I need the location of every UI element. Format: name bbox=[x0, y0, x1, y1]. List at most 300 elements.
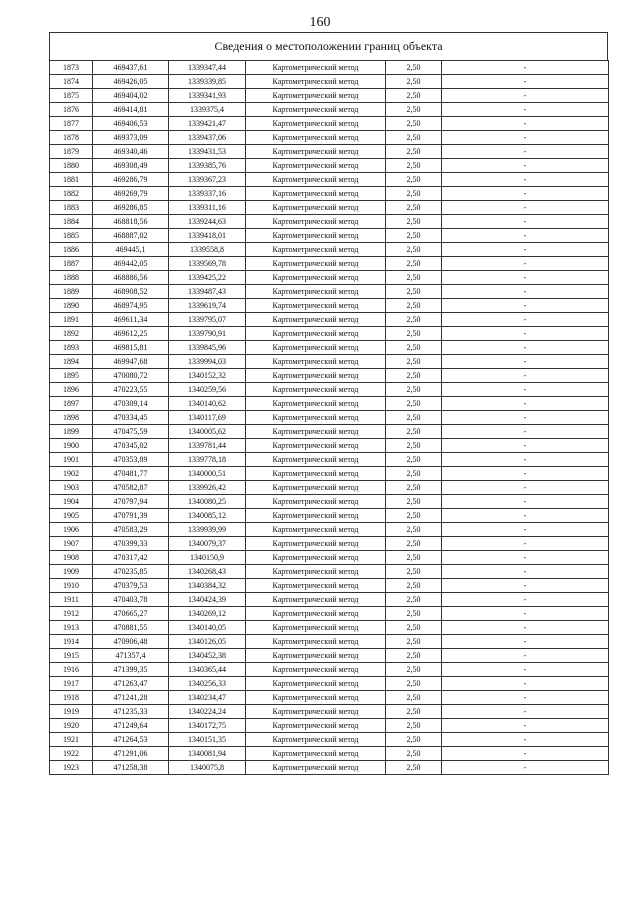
accuracy-cell: 2,50 bbox=[386, 159, 442, 173]
method-cell: Картометрический метод bbox=[246, 635, 386, 649]
x-coordinate-cell: 470906,48 bbox=[93, 635, 169, 649]
table-row bbox=[50, 635, 609, 649]
table-row bbox=[50, 621, 609, 635]
point-number-cell: 1910 bbox=[50, 579, 93, 593]
accuracy-cell: 2,50 bbox=[386, 271, 442, 285]
accuracy-cell: 2,50 bbox=[386, 285, 442, 299]
point-number-cell: 1878 bbox=[50, 131, 93, 145]
table-row bbox=[50, 173, 609, 187]
point-number-cell: 1898 bbox=[50, 411, 93, 425]
y-coordinate-cell: 1340140,05 bbox=[169, 621, 246, 635]
y-coordinate-cell: 1340150,9 bbox=[169, 551, 246, 565]
method-cell: Картометрический метод bbox=[246, 61, 386, 75]
description-cell: - bbox=[442, 607, 609, 621]
point-number-cell: 1911 bbox=[50, 593, 93, 607]
description-cell: - bbox=[442, 215, 609, 229]
point-number-cell: 1889 bbox=[50, 285, 93, 299]
accuracy-cell: 2,50 bbox=[386, 663, 442, 677]
point-number-cell: 1902 bbox=[50, 467, 93, 481]
x-coordinate-cell: 471241,28 bbox=[93, 691, 169, 705]
method-cell: Картометрический метод bbox=[246, 565, 386, 579]
accuracy-cell: 2,50 bbox=[386, 439, 442, 453]
x-coordinate-cell: 470797,94 bbox=[93, 495, 169, 509]
method-cell: Картометрический метод bbox=[246, 663, 386, 677]
description-cell: - bbox=[442, 285, 609, 299]
accuracy-cell: 2,50 bbox=[386, 481, 442, 495]
accuracy-cell: 2,50 bbox=[386, 257, 442, 271]
table-row bbox=[50, 495, 609, 509]
description-cell: - bbox=[442, 341, 609, 355]
table-row bbox=[50, 117, 609, 131]
accuracy-cell: 2,50 bbox=[386, 229, 442, 243]
description-cell: - bbox=[442, 187, 609, 201]
y-coordinate-cell: 1340256,33 bbox=[169, 677, 246, 691]
method-cell: Картометрический метод bbox=[246, 761, 386, 775]
table-row bbox=[50, 61, 609, 75]
description-cell: - bbox=[442, 159, 609, 173]
y-coordinate-cell: 1339341,93 bbox=[169, 89, 246, 103]
table-row bbox=[50, 327, 609, 341]
accuracy-cell: 2,50 bbox=[386, 761, 442, 775]
description-cell: - bbox=[442, 103, 609, 117]
method-cell: Картометрический метод bbox=[246, 691, 386, 705]
description-cell: - bbox=[442, 89, 609, 103]
table-row bbox=[50, 761, 609, 775]
table-row bbox=[50, 747, 609, 761]
y-coordinate-cell: 1339244,63 bbox=[169, 215, 246, 229]
x-coordinate-cell: 469406,53 bbox=[93, 117, 169, 131]
table-row bbox=[50, 341, 609, 355]
point-number-cell: 1920 bbox=[50, 719, 93, 733]
point-number-cell: 1921 bbox=[50, 733, 93, 747]
accuracy-cell: 2,50 bbox=[386, 677, 442, 691]
table-row bbox=[50, 243, 609, 257]
point-number-cell: 1916 bbox=[50, 663, 93, 677]
y-coordinate-cell: 1339845,96 bbox=[169, 341, 246, 355]
description-cell: - bbox=[442, 257, 609, 271]
method-cell: Картометрический метод bbox=[246, 747, 386, 761]
method-cell: Картометрический метод bbox=[246, 145, 386, 159]
accuracy-cell: 2,50 bbox=[386, 733, 442, 747]
x-coordinate-cell: 469947,68 bbox=[93, 355, 169, 369]
point-number-cell: 1885 bbox=[50, 229, 93, 243]
table-row bbox=[50, 257, 609, 271]
x-coordinate-cell: 470309,14 bbox=[93, 397, 169, 411]
y-coordinate-cell: 1339337,16 bbox=[169, 187, 246, 201]
x-coordinate-cell: 470080,72 bbox=[93, 369, 169, 383]
point-number-cell: 1919 bbox=[50, 705, 93, 719]
point-number-cell: 1901 bbox=[50, 453, 93, 467]
point-number-cell: 1904 bbox=[50, 495, 93, 509]
description-cell: - bbox=[442, 131, 609, 145]
x-coordinate-cell: 471249,64 bbox=[93, 719, 169, 733]
point-number-cell: 1923 bbox=[50, 761, 93, 775]
x-coordinate-cell: 470403,78 bbox=[93, 593, 169, 607]
description-cell: - bbox=[442, 719, 609, 733]
table-row bbox=[50, 369, 609, 383]
description-cell: - bbox=[442, 467, 609, 481]
point-number-cell: 1877 bbox=[50, 117, 93, 131]
table-row bbox=[50, 355, 609, 369]
x-coordinate-cell: 468818,56 bbox=[93, 215, 169, 229]
x-coordinate-cell: 471263,47 bbox=[93, 677, 169, 691]
point-number-cell: 1895 bbox=[50, 369, 93, 383]
method-cell: Картометрический метод bbox=[246, 243, 386, 257]
y-coordinate-cell: 1339994,03 bbox=[169, 355, 246, 369]
description-cell: - bbox=[442, 761, 609, 775]
accuracy-cell: 2,50 bbox=[386, 719, 442, 733]
x-coordinate-cell: 470481,77 bbox=[93, 467, 169, 481]
method-cell: Картометрический метод bbox=[246, 467, 386, 481]
y-coordinate-cell: 1339558,8 bbox=[169, 243, 246, 257]
accuracy-cell: 2,50 bbox=[386, 215, 442, 229]
table-row bbox=[50, 565, 609, 579]
accuracy-cell: 2,50 bbox=[386, 103, 442, 117]
method-cell: Картометрический метод bbox=[246, 103, 386, 117]
y-coordinate-cell: 1339437,06 bbox=[169, 131, 246, 145]
x-coordinate-cell: 468886,56 bbox=[93, 271, 169, 285]
table-row bbox=[50, 551, 609, 565]
table-row bbox=[50, 103, 609, 117]
x-coordinate-cell: 468887,02 bbox=[93, 229, 169, 243]
y-coordinate-cell: 1340259,56 bbox=[169, 383, 246, 397]
description-cell: - bbox=[442, 453, 609, 467]
y-coordinate-cell: 1340075,8 bbox=[169, 761, 246, 775]
accuracy-cell: 2,50 bbox=[386, 453, 442, 467]
accuracy-cell: 2,50 bbox=[386, 117, 442, 131]
table-row bbox=[50, 677, 609, 691]
point-number-cell: 1884 bbox=[50, 215, 93, 229]
description-cell: - bbox=[442, 397, 609, 411]
point-number-cell: 1892 bbox=[50, 327, 93, 341]
x-coordinate-cell: 470399,33 bbox=[93, 537, 169, 551]
description-cell: - bbox=[442, 439, 609, 453]
accuracy-cell: 2,50 bbox=[386, 299, 442, 313]
point-number-cell: 1905 bbox=[50, 509, 93, 523]
y-coordinate-cell: 1340080,25 bbox=[169, 495, 246, 509]
description-cell: - bbox=[442, 649, 609, 663]
x-coordinate-cell: 469611,34 bbox=[93, 313, 169, 327]
y-coordinate-cell: 1339790,91 bbox=[169, 327, 246, 341]
description-cell: - bbox=[442, 201, 609, 215]
method-cell: Картометрический метод bbox=[246, 341, 386, 355]
description-cell: - bbox=[442, 551, 609, 565]
table-row bbox=[50, 523, 609, 537]
point-number-cell: 1906 bbox=[50, 523, 93, 537]
point-number-cell: 1897 bbox=[50, 397, 93, 411]
method-cell: Картометрический метод bbox=[246, 453, 386, 467]
y-coordinate-cell: 1339367,23 bbox=[169, 173, 246, 187]
y-coordinate-cell: 1340384,32 bbox=[169, 579, 246, 593]
method-cell: Картометрический метод bbox=[246, 481, 386, 495]
x-coordinate-cell: 469340,46 bbox=[93, 145, 169, 159]
description-cell: - bbox=[442, 495, 609, 509]
accuracy-cell: 2,50 bbox=[386, 341, 442, 355]
method-cell: Картометрический метод bbox=[246, 159, 386, 173]
description-cell: - bbox=[442, 229, 609, 243]
description-cell: - bbox=[442, 75, 609, 89]
method-cell: Картометрический метод bbox=[246, 187, 386, 201]
point-number-cell: 1888 bbox=[50, 271, 93, 285]
description-cell: - bbox=[442, 173, 609, 187]
method-cell: Картометрический метод bbox=[246, 383, 386, 397]
method-cell: Картометрический метод bbox=[246, 509, 386, 523]
description-cell: - bbox=[442, 117, 609, 131]
table-row bbox=[50, 131, 609, 145]
y-coordinate-cell: 1340365,44 bbox=[169, 663, 246, 677]
y-coordinate-cell: 1340234,47 bbox=[169, 691, 246, 705]
table-row bbox=[50, 579, 609, 593]
y-coordinate-cell: 1339418,01 bbox=[169, 229, 246, 243]
method-cell: Картометрический метод bbox=[246, 229, 386, 243]
method-cell: Картометрический метод bbox=[246, 593, 386, 607]
method-cell: Картометрический метод bbox=[246, 551, 386, 565]
description-cell: - bbox=[442, 271, 609, 285]
accuracy-cell: 2,50 bbox=[386, 649, 442, 663]
y-coordinate-cell: 1339778,18 bbox=[169, 453, 246, 467]
description-cell: - bbox=[442, 691, 609, 705]
y-coordinate-cell: 1340000,51 bbox=[169, 467, 246, 481]
y-coordinate-cell: 1339339,85 bbox=[169, 75, 246, 89]
table-row bbox=[50, 607, 609, 621]
accuracy-cell: 2,50 bbox=[386, 369, 442, 383]
point-number-cell: 1899 bbox=[50, 425, 93, 439]
point-number-cell: 1882 bbox=[50, 187, 93, 201]
y-coordinate-cell: 1340126,05 bbox=[169, 635, 246, 649]
x-coordinate-cell: 469269,79 bbox=[93, 187, 169, 201]
table-row bbox=[50, 537, 609, 551]
description-cell: - bbox=[442, 621, 609, 635]
description-cell: - bbox=[442, 299, 609, 313]
y-coordinate-cell: 1339311,16 bbox=[169, 201, 246, 215]
y-coordinate-cell: 1340452,38 bbox=[169, 649, 246, 663]
table-row bbox=[50, 509, 609, 523]
method-cell: Картометрический метод bbox=[246, 719, 386, 733]
accuracy-cell: 2,50 bbox=[386, 313, 442, 327]
method-cell: Картометрический метод bbox=[246, 677, 386, 691]
accuracy-cell: 2,50 bbox=[386, 537, 442, 551]
x-coordinate-cell: 470317,42 bbox=[93, 551, 169, 565]
point-number-cell: 1912 bbox=[50, 607, 93, 621]
point-number-cell: 1893 bbox=[50, 341, 93, 355]
method-cell: Картометрический метод bbox=[246, 411, 386, 425]
point-number-cell: 1875 bbox=[50, 89, 93, 103]
y-coordinate-cell: 1339926,42 bbox=[169, 481, 246, 495]
x-coordinate-cell: 470353,89 bbox=[93, 453, 169, 467]
method-cell: Картометрический метод bbox=[246, 397, 386, 411]
y-coordinate-cell: 1339385,76 bbox=[169, 159, 246, 173]
method-cell: Картометрический метод bbox=[246, 215, 386, 229]
method-cell: Картометрический метод bbox=[246, 89, 386, 103]
method-cell: Картометрический метод bbox=[246, 733, 386, 747]
table-row bbox=[50, 411, 609, 425]
description-cell: - bbox=[442, 677, 609, 691]
accuracy-cell: 2,50 bbox=[386, 187, 442, 201]
table-row bbox=[50, 481, 609, 495]
table-row bbox=[50, 89, 609, 103]
method-cell: Картометрический метод bbox=[246, 299, 386, 313]
accuracy-cell: 2,50 bbox=[386, 467, 442, 481]
accuracy-cell: 2,50 bbox=[386, 411, 442, 425]
description-cell: - bbox=[442, 593, 609, 607]
point-number-cell: 1886 bbox=[50, 243, 93, 257]
x-coordinate-cell: 469612,25 bbox=[93, 327, 169, 341]
x-coordinate-cell: 471264,53 bbox=[93, 733, 169, 747]
description-cell: - bbox=[442, 747, 609, 761]
method-cell: Картометрический метод bbox=[246, 579, 386, 593]
x-coordinate-cell: 469815,81 bbox=[93, 341, 169, 355]
point-number-cell: 1917 bbox=[50, 677, 93, 691]
x-coordinate-cell: 468908,52 bbox=[93, 285, 169, 299]
y-coordinate-cell: 1339795,07 bbox=[169, 313, 246, 327]
table-row bbox=[50, 229, 609, 243]
point-number-cell: 1922 bbox=[50, 747, 93, 761]
x-coordinate-cell: 470665,27 bbox=[93, 607, 169, 621]
y-coordinate-cell: 1339347,44 bbox=[169, 61, 246, 75]
x-coordinate-cell: 469437,61 bbox=[93, 61, 169, 75]
accuracy-cell: 2,50 bbox=[386, 621, 442, 635]
method-cell: Картометрический метод bbox=[246, 313, 386, 327]
point-number-cell: 1914 bbox=[50, 635, 93, 649]
point-number-cell: 1903 bbox=[50, 481, 93, 495]
accuracy-cell: 2,50 bbox=[386, 383, 442, 397]
description-cell: - bbox=[442, 411, 609, 425]
table-row bbox=[50, 691, 609, 705]
description-cell: - bbox=[442, 565, 609, 579]
description-cell: - bbox=[442, 145, 609, 159]
table-row bbox=[50, 593, 609, 607]
x-coordinate-cell: 470475,59 bbox=[93, 425, 169, 439]
x-coordinate-cell: 468974,95 bbox=[93, 299, 169, 313]
x-coordinate-cell: 470881,55 bbox=[93, 621, 169, 635]
method-cell: Картометрический метод bbox=[246, 117, 386, 131]
y-coordinate-cell: 1340269,12 bbox=[169, 607, 246, 621]
table-row bbox=[50, 397, 609, 411]
x-coordinate-cell: 469414,81 bbox=[93, 103, 169, 117]
x-coordinate-cell: 469286,79 bbox=[93, 173, 169, 187]
y-coordinate-cell: 1339619,74 bbox=[169, 299, 246, 313]
method-cell: Картометрический метод bbox=[246, 649, 386, 663]
table-row bbox=[50, 719, 609, 733]
table-row bbox=[50, 383, 609, 397]
y-coordinate-cell: 1340424,39 bbox=[169, 593, 246, 607]
point-number-cell: 1887 bbox=[50, 257, 93, 271]
method-cell: Картометрический метод bbox=[246, 705, 386, 719]
description-cell: - bbox=[442, 523, 609, 537]
method-cell: Картометрический метод bbox=[246, 201, 386, 215]
table-row bbox=[50, 201, 609, 215]
method-cell: Картометрический метод bbox=[246, 285, 386, 299]
table-row bbox=[50, 313, 609, 327]
method-cell: Картометрический метод bbox=[246, 327, 386, 341]
y-coordinate-cell: 1339425,22 bbox=[169, 271, 246, 285]
table-row bbox=[50, 439, 609, 453]
x-coordinate-cell: 469442,05 bbox=[93, 257, 169, 271]
table-row bbox=[50, 285, 609, 299]
method-cell: Картометрический метод bbox=[246, 369, 386, 383]
y-coordinate-cell: 1340268,43 bbox=[169, 565, 246, 579]
x-coordinate-cell: 469445,1 bbox=[93, 243, 169, 257]
accuracy-cell: 2,50 bbox=[386, 75, 442, 89]
y-coordinate-cell: 1340172,75 bbox=[169, 719, 246, 733]
table-row bbox=[50, 649, 609, 663]
table-row bbox=[50, 663, 609, 677]
y-coordinate-cell: 1340140,62 bbox=[169, 397, 246, 411]
accuracy-cell: 2,50 bbox=[386, 607, 442, 621]
table-row bbox=[50, 145, 609, 159]
point-number-cell: 1918 bbox=[50, 691, 93, 705]
accuracy-cell: 2,50 bbox=[386, 201, 442, 215]
table-body bbox=[50, 61, 609, 775]
y-coordinate-cell: 1340081,94 bbox=[169, 747, 246, 761]
method-cell: Картометрический метод bbox=[246, 173, 386, 187]
point-number-cell: 1881 bbox=[50, 173, 93, 187]
description-cell: - bbox=[442, 383, 609, 397]
point-number-cell: 1890 bbox=[50, 299, 93, 313]
x-coordinate-cell: 470235,85 bbox=[93, 565, 169, 579]
x-coordinate-cell: 470223,55 bbox=[93, 383, 169, 397]
method-cell: Картометрический метод bbox=[246, 439, 386, 453]
coordinates-table bbox=[49, 60, 609, 775]
point-number-cell: 1913 bbox=[50, 621, 93, 635]
point-number-cell: 1915 bbox=[50, 649, 93, 663]
y-coordinate-cell: 1339939,99 bbox=[169, 523, 246, 537]
x-coordinate-cell: 470334,45 bbox=[93, 411, 169, 425]
point-number-cell: 1908 bbox=[50, 551, 93, 565]
y-coordinate-cell: 1340151,35 bbox=[169, 733, 246, 747]
table-row bbox=[50, 187, 609, 201]
accuracy-cell: 2,50 bbox=[386, 425, 442, 439]
boundary-sheet bbox=[49, 32, 608, 775]
x-coordinate-cell: 469373,09 bbox=[93, 131, 169, 145]
method-cell: Картометрический метод bbox=[246, 257, 386, 271]
accuracy-cell: 2,50 bbox=[386, 327, 442, 341]
x-coordinate-cell: 470379,53 bbox=[93, 579, 169, 593]
table-row bbox=[50, 75, 609, 89]
method-cell: Картометрический метод bbox=[246, 537, 386, 551]
y-coordinate-cell: 1339431,53 bbox=[169, 145, 246, 159]
method-cell: Картометрический метод bbox=[246, 355, 386, 369]
table-row bbox=[50, 271, 609, 285]
accuracy-cell: 2,50 bbox=[386, 691, 442, 705]
method-cell: Картометрический метод bbox=[246, 271, 386, 285]
description-cell: - bbox=[442, 733, 609, 747]
x-coordinate-cell: 469286,85 bbox=[93, 201, 169, 215]
x-coordinate-cell: 471258,38 bbox=[93, 761, 169, 775]
table-row bbox=[50, 299, 609, 313]
y-coordinate-cell: 1340224,24 bbox=[169, 705, 246, 719]
table-row bbox=[50, 705, 609, 719]
accuracy-cell: 2,50 bbox=[386, 173, 442, 187]
method-cell: Картометрический метод bbox=[246, 425, 386, 439]
accuracy-cell: 2,50 bbox=[386, 495, 442, 509]
description-cell: - bbox=[442, 425, 609, 439]
description-cell: - bbox=[442, 243, 609, 257]
point-number-cell: 1880 bbox=[50, 159, 93, 173]
description-cell: - bbox=[442, 663, 609, 677]
point-number-cell: 1876 bbox=[50, 103, 93, 117]
point-number-cell: 1909 bbox=[50, 565, 93, 579]
x-coordinate-cell: 471357,4 bbox=[93, 649, 169, 663]
y-coordinate-cell: 1339375,4 bbox=[169, 103, 246, 117]
point-number-cell: 1900 bbox=[50, 439, 93, 453]
method-cell: Картометрический метод bbox=[246, 75, 386, 89]
accuracy-cell: 2,50 bbox=[386, 355, 442, 369]
x-coordinate-cell: 469308,49 bbox=[93, 159, 169, 173]
y-coordinate-cell: 1340117,69 bbox=[169, 411, 246, 425]
accuracy-cell: 2,50 bbox=[386, 551, 442, 565]
table-row bbox=[50, 215, 609, 229]
